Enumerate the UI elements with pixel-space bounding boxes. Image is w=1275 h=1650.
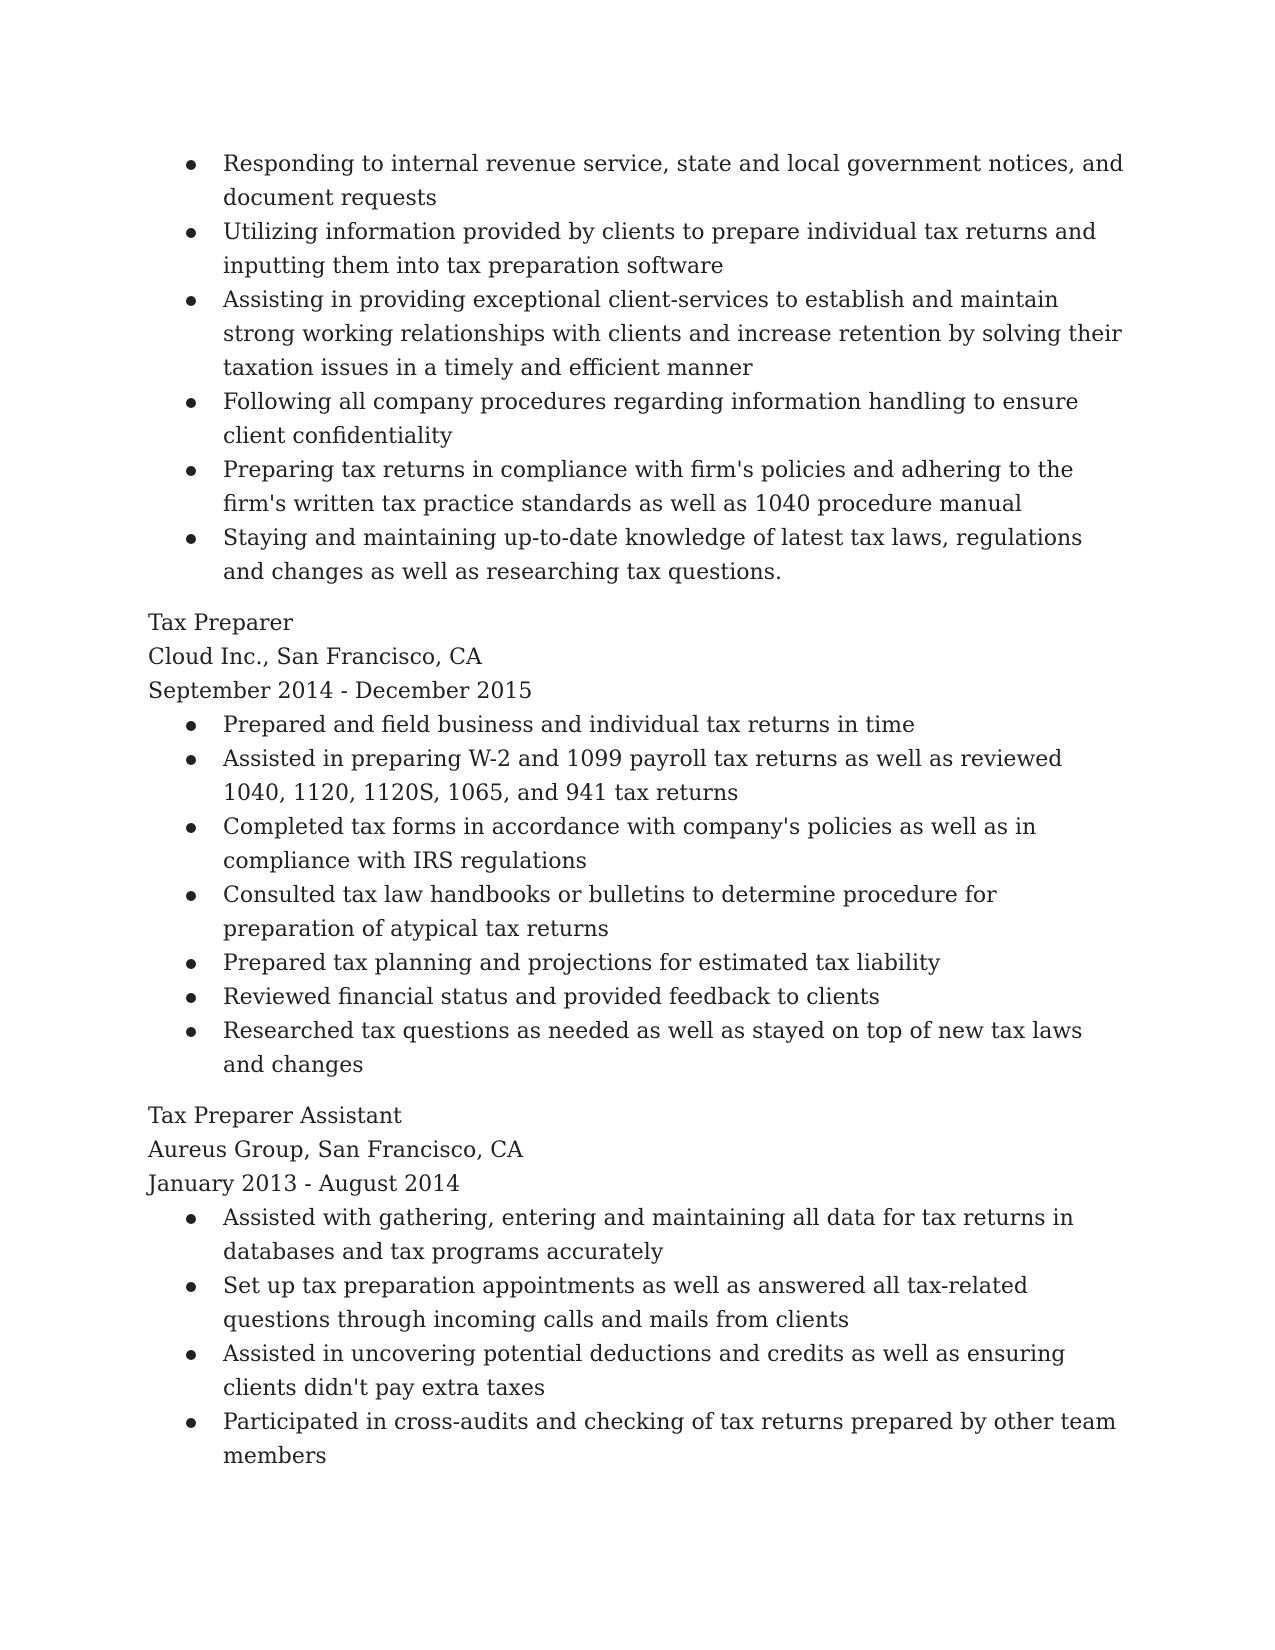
bullet-item [223, 216, 1128, 284]
bullet-text: Completed tax forms in accordance with company's policies as well as in compliance with IRS regulations [223, 815, 1037, 874]
bullet-dot-icon [186, 1282, 196, 1292]
bullet-dot-icon [186, 160, 196, 170]
bullet-dot-icon [186, 891, 196, 901]
bullet-item [223, 981, 1128, 1015]
bullet-item [223, 1338, 1128, 1406]
bullet-dot-icon [186, 1027, 196, 1037]
bullet-text: Following all company procedures regarding information handling to ensure client confidentiality [223, 390, 1079, 449]
bullet-item [223, 947, 1128, 981]
bullet-item [223, 879, 1128, 947]
bullet-text: Staying and maintaining up-to-date knowledge of latest tax laws, regulations and changes as well as researching tax questions. [223, 526, 1083, 585]
bullet-item [223, 811, 1128, 879]
bullet-text: Prepared and field business and individual tax returns in time [223, 713, 916, 738]
bullet-text: Responding to internal revenue service, state and local government notices, and document requests [223, 152, 1124, 211]
bullet-dot-icon [186, 1350, 196, 1360]
bullet-item [223, 522, 1128, 590]
bullet-dot-icon [186, 959, 196, 969]
bullet-text: Participated in cross-audits and checking of tax returns prepared by other team members [223, 1410, 1117, 1469]
bullet-item [223, 386, 1128, 454]
bullet-item [223, 1015, 1128, 1083]
bullet-item [223, 148, 1128, 216]
bullet-item [223, 743, 1128, 811]
bullet-text: Assisted in preparing W-2 and 1099 payroll tax returns as well as reviewed 1040, 1120, 1120S, 1065, and 941 tax returns [223, 747, 1063, 806]
bullet-dot-icon [186, 755, 196, 765]
bullet-item [223, 1406, 1128, 1474]
bullet-dot-icon [186, 1214, 196, 1224]
bullet-text: Utilizing information provided by clients to prepare individual tax returns and inputting them into tax preparation software [223, 220, 1097, 279]
bullet-text: Assisted with gathering, entering and maintaining all data for tax returns in databases and tax programs accurately [223, 1206, 1074, 1265]
bullet-item [223, 1202, 1128, 1270]
bullet-dot-icon [186, 993, 196, 1003]
bullet-dot-icon [186, 721, 196, 731]
bullet-item [223, 284, 1128, 386]
bullet-text: Assisted in uncovering potential deductions and credits as well as ensuring clients didn't pay extra taxes [223, 1342, 1066, 1401]
job-title: Tax Preparer Assistant [148, 1104, 402, 1129]
resume-page [148, 148, 1128, 1474]
bullet-text: Set up tax preparation appointments as well as answered all tax-related questions through incoming calls and mails from clients [223, 1274, 1028, 1333]
bullet-dot-icon [186, 534, 196, 544]
bullet-item [223, 454, 1128, 522]
bullet-text: Prepared tax planning and projections for estimated tax liability [223, 951, 941, 976]
bullet-dot-icon [186, 228, 196, 238]
intro-section [148, 148, 1128, 590]
job-dates: September 2014 - December 2015 [148, 679, 533, 704]
bullet-item [223, 709, 1128, 743]
bullet-dot-icon [186, 823, 196, 833]
bullet-dot-icon [186, 398, 196, 408]
bullet-text: Researched tax questions as needed as well as stayed on top of new tax laws and changes [223, 1019, 1083, 1078]
bullet-text: Preparing tax returns in compliance with firm's policies and adhering to the firm's written tax practice standards as well as 1040 procedure manual [223, 458, 1074, 517]
job-company: Cloud Inc., San Francisco, CA [148, 645, 482, 670]
bullet-text: Consulted tax law handbooks or bulletins to determine procedure for preparation of atypical tax returns [223, 883, 997, 942]
job-title: Tax Preparer [148, 611, 294, 636]
job-bullet-list [148, 1202, 1128, 1474]
bullet-text: Assisting in providing exceptional client-services to establish and maintain strong working relationships with clients and increase retention by solving their taxation issues in a timely and efficient manner [223, 288, 1122, 381]
intro-bullet-list [148, 148, 1128, 590]
job-bullet-list [148, 709, 1128, 1083]
job-section-tax-preparer [148, 607, 1128, 1083]
job-company: Aureus Group, San Francisco, CA [148, 1138, 523, 1163]
job-dates: January 2013 - August 2014 [148, 1172, 461, 1197]
bullet-item [223, 1270, 1128, 1338]
bullet-dot-icon [186, 296, 196, 306]
bullet-dot-icon [186, 1418, 196, 1428]
job-section-tax-preparer-assistant [148, 1100, 1128, 1474]
bullet-text: Reviewed financial status and provided feedback to clients [223, 985, 880, 1010]
bullet-dot-icon [186, 466, 196, 476]
